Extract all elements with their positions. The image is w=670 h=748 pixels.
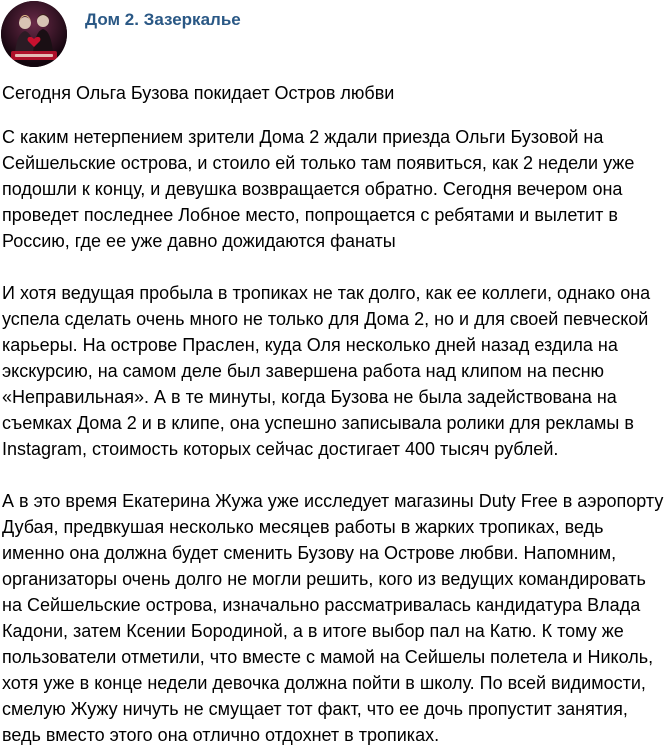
channel-name-link[interactable]: Дом 2. Зазеркалье	[85, 10, 241, 29]
post-paragraph-3: А в это время Екатерина Жужа уже исследует магазины Duty Free в аэропорту Дубая, предвкушая несколько месяцев работы в жарких тропиках, ведь именно она должна будет сменить Бузову на Острове любви. Напомним, организаторы очень долго не могли решить, кого из ведущих командировать на Сейшельские острова, изначально рассматривалась кандидатура Влада Кадони, затем Ксении Бородиной, а в итоге выбор пал на Катю. К тому же пользователи отметили, что вместе с мамой на Сейшелы полетела и Николь, хотя уже в конце недели девочка должна пойти в школу. По всей видимости, смелую Жужу ничуть не смущает тот факт, что ее дочь пропустит занятия, ведь вместо этого она отлично отдохнет в тропиках.	[2, 491, 664, 745]
post-body	[2, 80, 666, 748]
post-paragraph-2: И хотя ведущая пробыла в тропиках не так долго, как ее коллеги, однако она успела сделать очень много не только для Дома 2, но и для своей певческой карьеры. На острове Праслен, куда Оля несколько дней назад ездила на экскурсию, на самом деле был завершена работа над клипом на песню «Неправильная». А в те минуты, когда Бузова не была задействована на съемках Дома 2 и в клипе, она успешно записывала ролики для рекламы в Instagram, стоимость которых сейчас достигает 400 тысяч рублей.	[2, 283, 651, 459]
post-paragraph-1: С каким нетерпением зрители Дома 2 ждали приезда Ольги Бузовой на Сейшельские острова, и стоило ей только там появиться, как 2 недели уже подошли к концу, и девушка возвращается обратно. Сегодня вечером она проведет последнее Лобное место, попрощается с ребятами и вылетит в Россию, где ее уже давно дожидаются фанаты	[2, 127, 635, 251]
post-title: Сегодня Ольга Бузова покидает Остров любви	[2, 83, 395, 103]
channel-avatar[interactable]	[1, 1, 67, 67]
tv-show-logo-avatar-icon	[1, 1, 67, 67]
post-header	[0, 0, 670, 68]
